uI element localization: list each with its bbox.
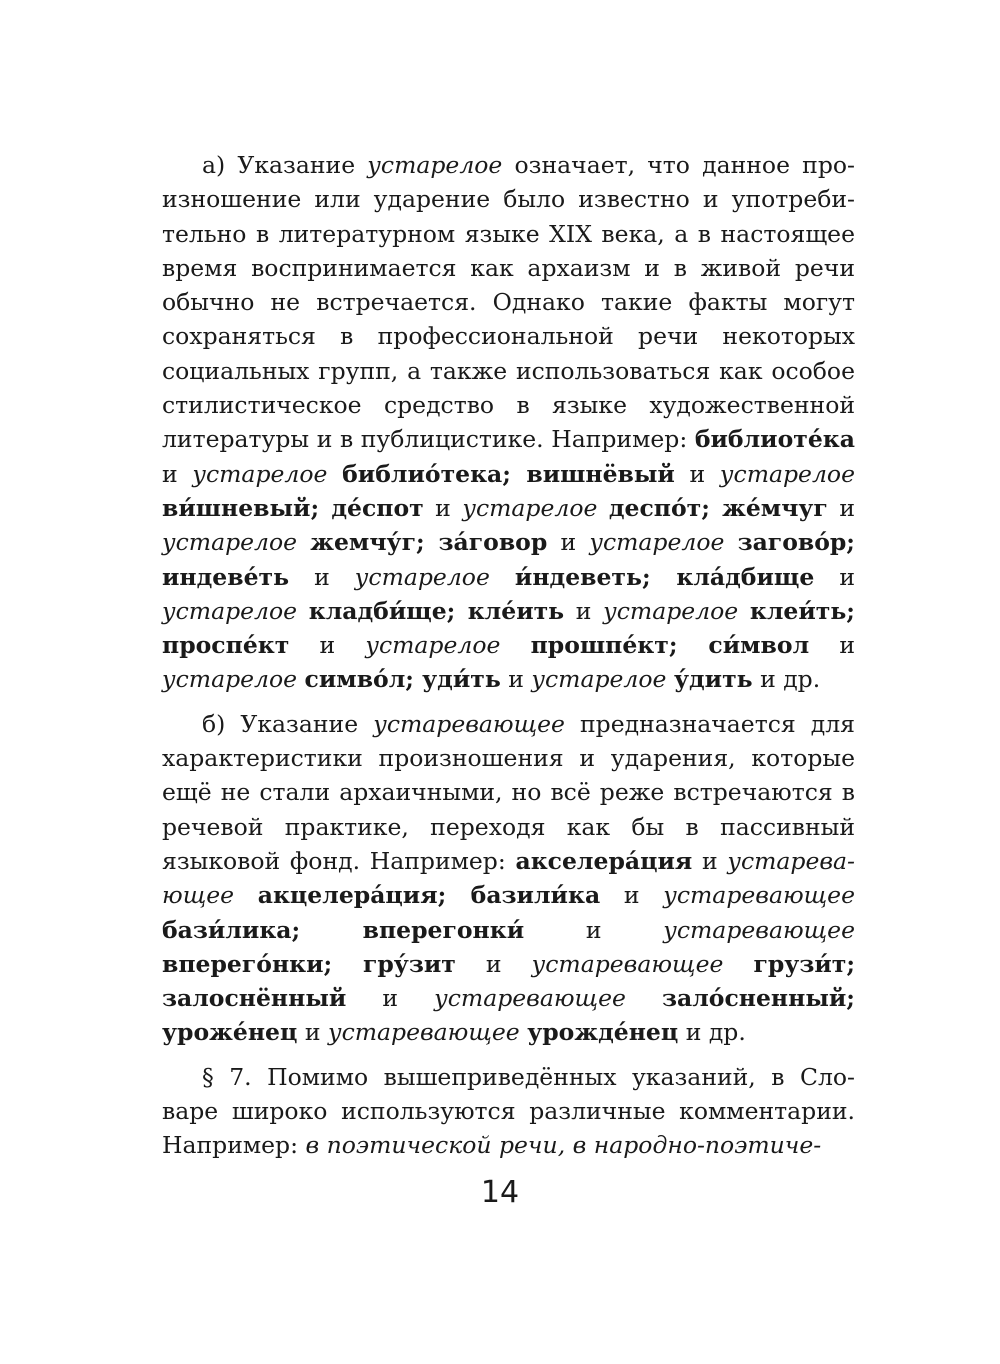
headword: прошпе́кт; си́мвол: [530, 631, 810, 660]
headword: акселера́ция: [515, 846, 693, 875]
text-run: и: [809, 631, 855, 660]
headword: библио́тека; вишнёвый: [342, 459, 675, 488]
text-run: и: [289, 631, 366, 660]
label-italic: устарелое: [192, 459, 328, 488]
headword: вперего́нки; гру́зит: [162, 949, 456, 978]
text-run: и: [346, 984, 435, 1013]
text-run: и: [500, 665, 532, 694]
text-run: § 7. Помимо вышеприведённых указаний, в Словаре широко используются различные комментарии. Например:: [162, 1062, 855, 1160]
text-run: [724, 528, 737, 556]
label-italic: устарелое: [367, 151, 503, 179]
paragraph-b: [162, 707, 855, 1050]
label-italic: устарелое: [589, 528, 725, 557]
text-run: и: [524, 915, 664, 944]
headword: зало́сненный; уроже́нец: [162, 984, 855, 1047]
text-run: [234, 881, 258, 909]
text-run: б) Указание: [202, 709, 374, 738]
page-number: 14: [480, 1175, 520, 1210]
text-run: и: [674, 459, 720, 488]
text-run: и др.: [678, 1018, 746, 1047]
headword: кладби́ще; кле́ить: [308, 596, 565, 625]
headword: ви́шневый; де́спот: [162, 493, 424, 522]
text-run: и: [423, 493, 463, 522]
label-italic: устаревающее: [531, 949, 724, 978]
text-run: [723, 950, 753, 978]
label-italic: устарелое: [531, 665, 667, 694]
headword: библиоте́ка: [694, 425, 855, 454]
text-run: и др.: [752, 665, 821, 694]
text-run: и: [162, 459, 193, 488]
text-run: предназначается для характеристики произношения и ударения, которые ещё не стали архаичными, но всё реже встречаются в речевой практике, переходя как бы в пассивный языковой фонд. Например:: [162, 709, 855, 875]
text-run: и: [289, 562, 355, 591]
text-run: и: [564, 596, 604, 625]
label-italic: устарелое: [462, 493, 598, 522]
page-body: [162, 148, 855, 1173]
label-italic: устаревающее: [663, 881, 855, 910]
headword: у́дить: [673, 665, 753, 694]
headword: акцелера́ция; базили́ка: [257, 881, 601, 910]
text-run: и: [455, 949, 532, 978]
text-run: и: [547, 528, 590, 557]
label-italic: устаревающее: [663, 915, 855, 944]
text-run: [327, 460, 342, 488]
headword: жемчу́г; за́говор: [310, 528, 548, 557]
label-italic: устарелое: [719, 459, 855, 488]
headword: и́ндеветь; кла́дбище: [514, 562, 815, 591]
label-italic: устаревающее: [162, 846, 855, 910]
label-italic: устарелое: [162, 528, 298, 557]
paragraph-a: [162, 148, 855, 697]
label-italic: устаревающее: [373, 709, 565, 738]
label-italic: устарелое: [162, 596, 298, 625]
label-italic: устаревающее: [434, 984, 626, 1013]
text-run: и: [600, 881, 664, 910]
label-italic: устаревающее: [327, 1018, 520, 1047]
headword: деспо́т; же́мчуг: [608, 493, 828, 522]
text-run: [500, 631, 530, 659]
text-run: и: [827, 493, 855, 522]
text-run: и: [297, 1018, 328, 1047]
label-italic: устарелое: [365, 631, 501, 660]
text-run: [490, 563, 515, 591]
text-run: [297, 528, 310, 556]
headword: симво́л; уди́ть: [304, 665, 501, 694]
headword: клеи́ть; проспе́кт: [162, 596, 855, 660]
text-run: и: [814, 562, 855, 591]
text-run: [297, 665, 304, 693]
paragraph-section-7: [162, 1060, 855, 1163]
label-italic: устарелое: [603, 596, 739, 625]
label-italic: устарелое: [162, 665, 298, 694]
headword: бази́лика; вперегонки́: [162, 915, 525, 944]
headword: загово́р; индеве́ть: [162, 528, 855, 591]
text-run: [597, 494, 608, 522]
headword: грузи́т; залоснённый: [162, 949, 855, 1013]
text-run: [666, 665, 673, 693]
text-run: означает, что данное произношение или ударение было известно и употребительно в литературном языке XIX века, а в настоящее время воспринимается как архаизм и в живой речи обычно не встречается. Однако такие факты могут сохраняться в профессиональной речи некоторых социальных групп, а также использоваться как особое стилистическое средство в языке художественной литературы и в публицистике. Например:: [162, 151, 855, 454]
text-run: и: [692, 846, 728, 875]
headword: урожде́нец: [527, 1018, 679, 1047]
label-italic: устарелое: [354, 562, 490, 591]
text-run: [297, 597, 309, 625]
label-italic: в поэтической речи, в народно-поэтиче-: [305, 1131, 822, 1160]
text-run: [626, 984, 662, 1012]
text-run: а) Указание: [202, 151, 368, 179]
text-run: [738, 597, 750, 625]
